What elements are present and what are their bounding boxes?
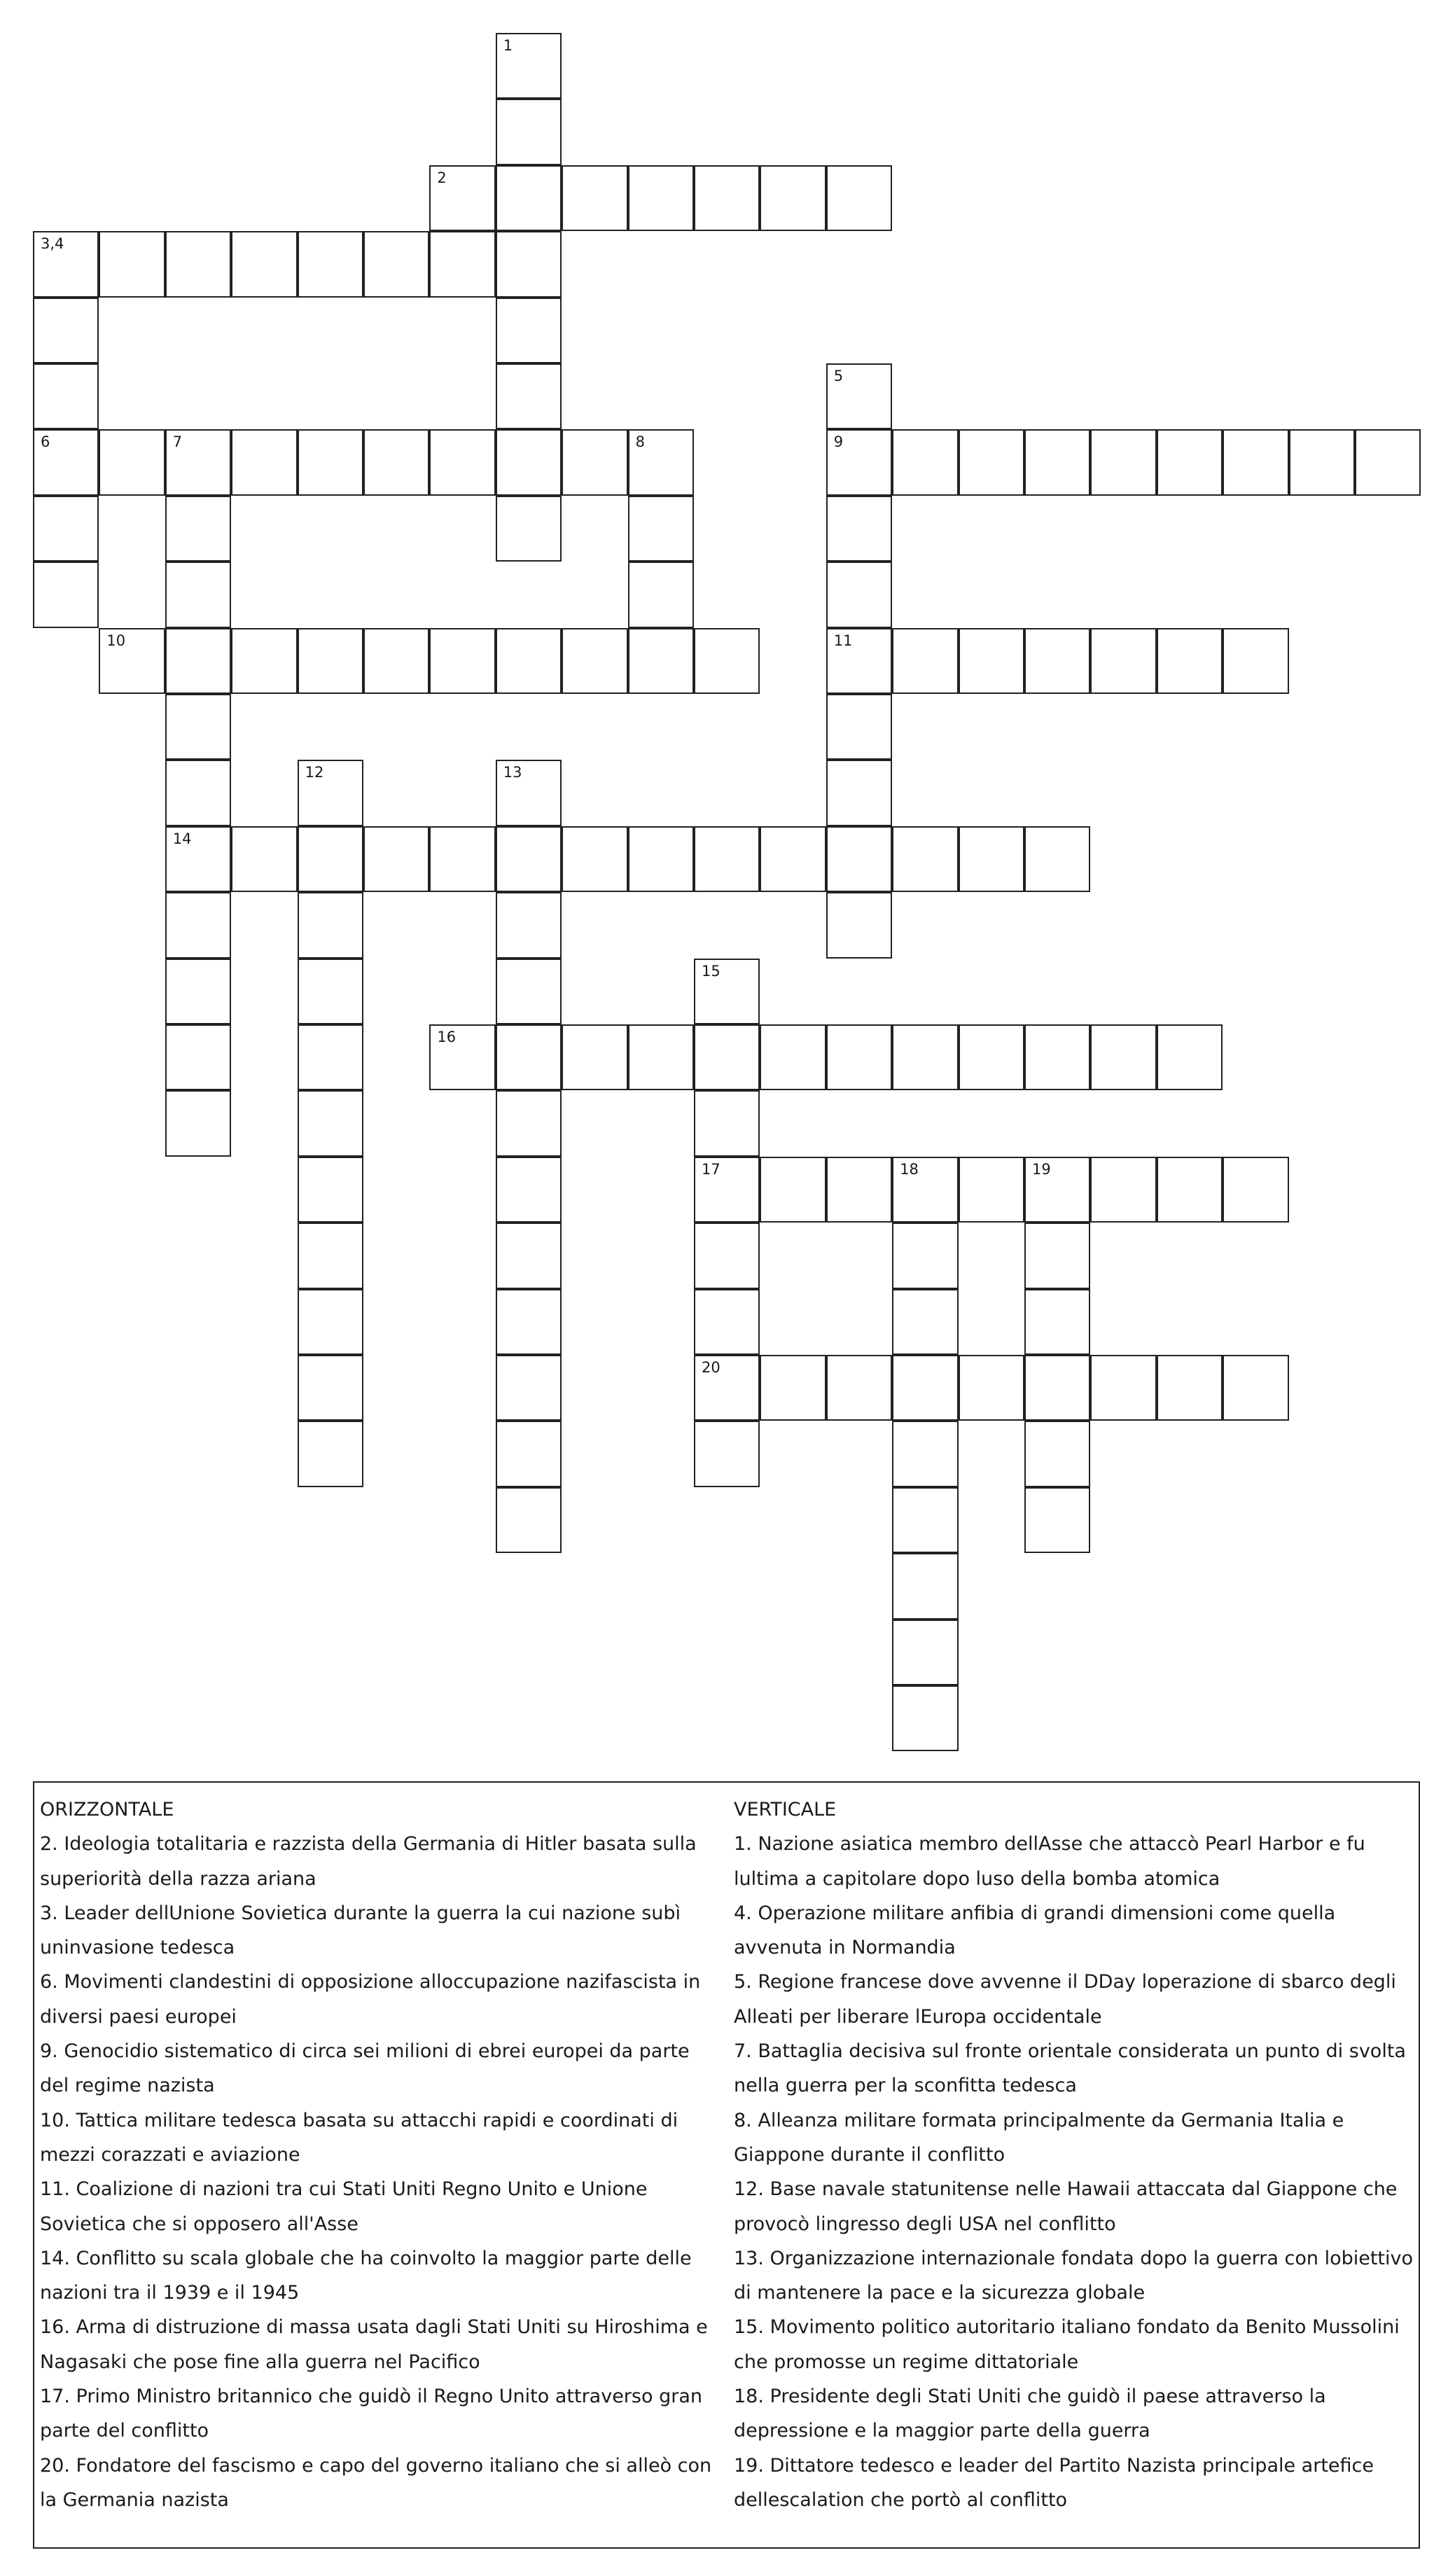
crossword-cell[interactable] bbox=[496, 99, 562, 165]
crossword-cell[interactable] bbox=[298, 1223, 363, 1288]
crossword-cell[interactable] bbox=[298, 1421, 363, 1487]
crossword-cell[interactable] bbox=[694, 628, 760, 694]
crossword-cell[interactable] bbox=[826, 1024, 892, 1090]
crossword-cell[interactable] bbox=[959, 1024, 1024, 1090]
clue-item: 13. Organizzazione internazionale fondata dopo la guerra con lobiettivo di mantenere la pace e la sicurezza globale bbox=[734, 2247, 1414, 2304]
crossword-cell[interactable] bbox=[496, 1289, 562, 1355]
clue-number: 8 bbox=[635, 433, 645, 451]
crossword-cell[interactable] bbox=[892, 1289, 958, 1355]
crossword-cell[interactable] bbox=[1024, 628, 1090, 694]
crossword-cell[interactable] bbox=[1090, 429, 1156, 495]
clue-number: 20 bbox=[702, 1359, 720, 1376]
crossword-cell[interactable] bbox=[496, 892, 562, 958]
clue-number: 2 bbox=[437, 169, 447, 186]
crossword-cell[interactable] bbox=[363, 231, 429, 297]
crossword-cell[interactable] bbox=[298, 959, 363, 1024]
crossword-cell[interactable] bbox=[959, 429, 1024, 495]
crossword-cell[interactable] bbox=[694, 959, 760, 1024]
crossword-cell[interactable] bbox=[298, 231, 363, 297]
crossword-cell[interactable] bbox=[165, 496, 231, 562]
clue-number: 9 bbox=[833, 433, 844, 451]
crossword-cell[interactable] bbox=[496, 1355, 562, 1421]
crossword-cell[interactable] bbox=[959, 1157, 1024, 1223]
crossword-cell[interactable] bbox=[429, 165, 495, 231]
clue-number: 13 bbox=[503, 764, 522, 781]
clue-item: 3. Leader dellUnione Sovietica durante la guerra la cui nazione subì uninvasione tedesca bbox=[40, 1902, 681, 1959]
clue-number: 1 bbox=[503, 37, 513, 54]
crossword-cell[interactable] bbox=[33, 231, 99, 297]
crossword-cell[interactable] bbox=[694, 1355, 760, 1421]
crossword-cell[interactable] bbox=[892, 1421, 958, 1487]
crossword-cell[interactable] bbox=[1157, 1355, 1223, 1421]
crossword-cell[interactable] bbox=[429, 429, 495, 495]
crossword-cell[interactable] bbox=[1223, 429, 1288, 495]
crossword-cell[interactable] bbox=[298, 892, 363, 958]
crossword-cell[interactable] bbox=[363, 628, 429, 694]
crossword-cell[interactable] bbox=[826, 496, 892, 562]
crossword-cell[interactable] bbox=[99, 429, 165, 495]
clue-item: 11. Coalizione di nazioni tra cui Stati Uniti Regno Unito e Unione Sovietica che si opposero all'Asse bbox=[40, 2178, 648, 2235]
crossword-cell[interactable] bbox=[496, 628, 562, 694]
clue-number: 14 bbox=[172, 830, 192, 847]
crossword-cell[interactable] bbox=[628, 429, 694, 495]
clue-number: 16 bbox=[437, 1029, 457, 1045]
crossword-cell[interactable] bbox=[99, 628, 165, 694]
crossword-cell[interactable] bbox=[892, 1620, 958, 1685]
crossword-cell[interactable] bbox=[165, 826, 231, 892]
crossword-cell[interactable] bbox=[165, 562, 231, 627]
crossword-cell[interactable] bbox=[1024, 1024, 1090, 1090]
crossword-cell[interactable] bbox=[628, 628, 694, 694]
crossword-cell[interactable] bbox=[694, 1090, 760, 1156]
clue-item: 10. Tattica militare tedesca basata su attacchi rapidi e coordinati di mezzi corazzati e aviazione bbox=[40, 2109, 678, 2166]
crossword-cell[interactable] bbox=[628, 562, 694, 627]
crossword-cell[interactable] bbox=[628, 1024, 694, 1090]
crossword-cell[interactable] bbox=[1024, 1487, 1090, 1553]
crossword-cell[interactable] bbox=[363, 429, 429, 495]
crossword-cell[interactable] bbox=[1223, 1355, 1288, 1421]
crossword-cell[interactable] bbox=[1289, 429, 1355, 495]
crossword-cell[interactable] bbox=[1355, 429, 1421, 495]
crossword-cell[interactable] bbox=[496, 298, 562, 363]
crossword-cell[interactable] bbox=[298, 628, 363, 694]
across-heading: ORIZZONTALE bbox=[40, 1799, 174, 1820]
clue-number: 6 bbox=[41, 433, 50, 451]
crossword-cell[interactable] bbox=[628, 165, 694, 231]
crossword-cell[interactable] bbox=[33, 363, 99, 429]
crossword-cell[interactable] bbox=[231, 429, 297, 495]
crossword-cell[interactable] bbox=[694, 1024, 760, 1090]
crossword-cell[interactable] bbox=[628, 826, 694, 892]
crossword-cell[interactable] bbox=[429, 628, 495, 694]
clues-box bbox=[33, 1781, 1420, 2549]
crossword-cell[interactable] bbox=[1024, 1157, 1090, 1223]
crossword-cell[interactable] bbox=[1157, 628, 1223, 694]
crossword-cell[interactable] bbox=[298, 1355, 363, 1421]
crossword-cell[interactable] bbox=[231, 628, 297, 694]
crossword-cell[interactable] bbox=[826, 1355, 892, 1421]
crossword-cell[interactable] bbox=[298, 1289, 363, 1355]
crossword-cell[interactable] bbox=[826, 429, 892, 495]
crossword-cell[interactable] bbox=[33, 496, 99, 562]
crossword-cell[interactable] bbox=[892, 1157, 958, 1223]
crossword-cell[interactable] bbox=[628, 496, 694, 562]
crossword-cell[interactable] bbox=[694, 1421, 760, 1487]
crossword-cell[interactable] bbox=[1024, 826, 1090, 892]
crossword-cell[interactable] bbox=[1223, 1157, 1288, 1223]
crossword-cell[interactable] bbox=[165, 628, 231, 694]
crossword-cell[interactable] bbox=[694, 165, 760, 231]
crossword-cell[interactable] bbox=[496, 231, 562, 297]
clue-number: 7 bbox=[172, 433, 183, 451]
crossword-cell[interactable] bbox=[165, 760, 231, 826]
clue-number: 5 bbox=[833, 368, 844, 384]
crossword-cell[interactable] bbox=[826, 562, 892, 627]
clue-item: 16. Arma di distruzione di massa usata dagli Stati Uniti su Hiroshima e Nagasaki che pose fine alla guerra nel Pacifico bbox=[40, 2316, 708, 2373]
crossword-cell[interactable] bbox=[298, 1157, 363, 1223]
clue-item: 7. Battaglia decisiva sul fronte orientale considerata un punto di svolta nella guerra per la sconfitta tedesca bbox=[734, 2040, 1406, 2097]
crossword-cell[interactable] bbox=[33, 429, 99, 495]
clue-item: 6. Movimenti clandestini di opposizione alloccupazione nazifascista in diversi paesi europei bbox=[40, 1971, 701, 2028]
crossword-cell[interactable] bbox=[760, 826, 826, 892]
crossword-cell[interactable] bbox=[496, 760, 562, 826]
clue-item: 9. Genocidio sistematico di circa sei milioni di ebrei europei da parte del regime nazista bbox=[40, 2040, 690, 2097]
crossword-cell[interactable] bbox=[165, 1024, 231, 1090]
clue-number: 12 bbox=[305, 764, 324, 781]
crossword-cell[interactable] bbox=[826, 826, 892, 892]
crossword-cell[interactable] bbox=[959, 1355, 1024, 1421]
clue-item: 18. Presidente degli Stati Uniti che guidò il paese attraverso la depressione e la maggior parte della guerra bbox=[734, 2386, 1326, 2442]
clue-item: 17. Primo Ministro britannico che guidò il Regno Unito attraverso gran parte del conflitto bbox=[40, 2386, 702, 2442]
crossword-cell[interactable] bbox=[694, 1157, 760, 1223]
crossword-cell[interactable] bbox=[1024, 1223, 1090, 1288]
crossword-cell[interactable] bbox=[496, 33, 562, 99]
crossword-cell[interactable] bbox=[496, 363, 562, 429]
crossword-cell[interactable] bbox=[298, 826, 363, 892]
crossword-cell[interactable] bbox=[760, 1024, 826, 1090]
crossword-cell[interactable] bbox=[760, 165, 826, 231]
crossword-cell[interactable] bbox=[231, 826, 297, 892]
crossword-cell[interactable] bbox=[496, 496, 562, 562]
clue-item: 4. Operazione militare anfibia di grandi dimensioni come quella avvenuta in Normandia bbox=[734, 1902, 1336, 1959]
crossword-cell[interactable] bbox=[892, 1553, 958, 1619]
crossword-cell[interactable] bbox=[826, 628, 892, 694]
crossword-cell[interactable] bbox=[1024, 1289, 1090, 1355]
crossword-cell[interactable] bbox=[562, 165, 627, 231]
crossword-cell[interactable] bbox=[562, 826, 627, 892]
clue-item: 1. Nazione asiatica membro dellAsse che attaccò Pearl Harbor e fu lultima a capitolare dopo luso della bomba atomica bbox=[734, 1833, 1365, 1890]
crossword-cell[interactable] bbox=[496, 1090, 562, 1156]
crossword-cell[interactable] bbox=[429, 231, 495, 297]
down-clues-column bbox=[734, 1792, 1413, 2517]
crossword-cell[interactable] bbox=[1090, 1157, 1156, 1223]
crossword-cell[interactable] bbox=[892, 1487, 958, 1553]
crossword-cell[interactable] bbox=[892, 1024, 958, 1090]
crossword-cell[interactable] bbox=[496, 1421, 562, 1487]
crossword-cell[interactable] bbox=[1223, 628, 1288, 694]
down-heading: VERTICALE bbox=[734, 1799, 837, 1820]
crossword-cell[interactable] bbox=[363, 826, 429, 892]
clue-number: 15 bbox=[702, 962, 720, 980]
crossword-cell[interactable] bbox=[892, 628, 958, 694]
crossword-cell[interactable] bbox=[562, 1024, 627, 1090]
clue-number: 11 bbox=[833, 632, 853, 649]
crossword-cell[interactable] bbox=[959, 628, 1024, 694]
crossword-cell[interactable] bbox=[298, 429, 363, 495]
clue-item: 19. Dittatore tedesco e leader del Partito Nazista principale artefice dellescalation che portò al conflitto bbox=[734, 2454, 1374, 2511]
crossword-cell[interactable] bbox=[33, 562, 99, 627]
crossword-cell[interactable] bbox=[1090, 1024, 1156, 1090]
clue-number: 3,4 bbox=[41, 235, 64, 253]
clue-item: 14. Conflitto su scala globale che ha coinvolto la maggior parte delle nazioni tra il 1939 e il 1945 bbox=[40, 2247, 692, 2304]
crossword-cell[interactable] bbox=[826, 760, 892, 826]
crossword-cell[interactable] bbox=[892, 1685, 958, 1751]
down-clue-list bbox=[734, 1827, 1413, 2517]
clue-number: 18 bbox=[900, 1160, 919, 1178]
clue-item: 20. Fondatore del fascismo e capo del governo italiano che si alleò con la Germania nazista bbox=[40, 2454, 712, 2511]
crossword-cell[interactable] bbox=[562, 628, 627, 694]
crossword-cell[interactable] bbox=[1024, 1421, 1090, 1487]
crossword-cell[interactable] bbox=[1024, 429, 1090, 495]
clue-number: 10 bbox=[106, 632, 126, 649]
crossword-cell[interactable] bbox=[231, 231, 297, 297]
crossword-cell[interactable] bbox=[892, 1223, 958, 1288]
clue-number: 17 bbox=[702, 1160, 720, 1178]
crossword-cell[interactable] bbox=[429, 1024, 495, 1090]
crossword-cell[interactable] bbox=[33, 298, 99, 363]
crossword-cell[interactable] bbox=[959, 826, 1024, 892]
crossword-cell[interactable] bbox=[760, 1157, 826, 1223]
crossword-cell[interactable] bbox=[165, 694, 231, 760]
crossword-cell[interactable] bbox=[1090, 628, 1156, 694]
crossword-cell[interactable] bbox=[892, 429, 958, 495]
crossword-cell[interactable] bbox=[1157, 1024, 1223, 1090]
crossword-cell[interactable] bbox=[892, 826, 958, 892]
crossword-cell[interactable] bbox=[298, 1090, 363, 1156]
crossword-cell[interactable] bbox=[165, 959, 231, 1024]
across-clue-list bbox=[40, 1827, 723, 2517]
crossword-cell[interactable] bbox=[1090, 1355, 1156, 1421]
crossword-cell[interactable] bbox=[694, 1223, 760, 1288]
crossword-cell[interactable] bbox=[496, 429, 562, 495]
crossword-cell[interactable] bbox=[496, 1157, 562, 1223]
clue-item: 15. Movimento politico autoritario italiano fondato da Benito Mussolini che promosse un regime dittatoriale bbox=[734, 2316, 1400, 2373]
crossword-cell[interactable] bbox=[496, 1487, 562, 1553]
clue-item: 8. Alleanza militare formata principalmente da Germania Italia e Giappone durante il conflitto bbox=[734, 2109, 1344, 2166]
crossword-cell[interactable] bbox=[165, 1090, 231, 1156]
crossword-cell[interactable] bbox=[694, 826, 760, 892]
crossword-cell[interactable] bbox=[1157, 1157, 1223, 1223]
crossword-cell[interactable] bbox=[298, 1024, 363, 1090]
crossword-cell[interactable] bbox=[165, 429, 231, 495]
crossword-cell[interactable] bbox=[99, 231, 165, 297]
clue-number: 19 bbox=[1032, 1160, 1051, 1178]
crossword-cell[interactable] bbox=[826, 892, 892, 958]
clue-item: 2. Ideologia totalitaria e razzista della Germania di Hitler basata sulla superiorità della razza ariana bbox=[40, 1833, 697, 1890]
crossword-cell[interactable] bbox=[826, 165, 892, 231]
across-clues-column bbox=[40, 1792, 723, 2517]
crossword-cell[interactable] bbox=[496, 1223, 562, 1288]
crossword-cell[interactable] bbox=[1157, 429, 1223, 495]
crossword-cell[interactable] bbox=[826, 1157, 892, 1223]
crossword-cell[interactable] bbox=[496, 959, 562, 1024]
crossword-cell[interactable] bbox=[760, 1355, 826, 1421]
crossword-cell[interactable] bbox=[298, 760, 363, 826]
crossword-cell[interactable] bbox=[694, 1289, 760, 1355]
crossword-cell[interactable] bbox=[165, 892, 231, 958]
crossword-cell[interactable] bbox=[429, 826, 495, 892]
crossword-cell[interactable] bbox=[892, 1355, 958, 1421]
crossword-cell[interactable] bbox=[496, 165, 562, 231]
crossword-cell[interactable] bbox=[496, 1024, 562, 1090]
crossword-cell[interactable] bbox=[826, 363, 892, 429]
crossword-cell[interactable] bbox=[562, 429, 627, 495]
crossword-cell[interactable] bbox=[496, 826, 562, 892]
crossword-cell[interactable] bbox=[1024, 1355, 1090, 1421]
crossword-cell[interactable] bbox=[826, 694, 892, 760]
crossword-cell[interactable] bbox=[165, 231, 231, 297]
clue-item: 5. Regione francese dove avvenne il DDay loperazione di sbarco degli Alleati per liberare lEuropa occidentale bbox=[734, 1971, 1396, 2028]
clue-item: 12. Base navale statunitense nelle Hawaii attaccata dal Giappone che provocò lingresso degli USA nel conflitto bbox=[734, 2178, 1398, 2235]
